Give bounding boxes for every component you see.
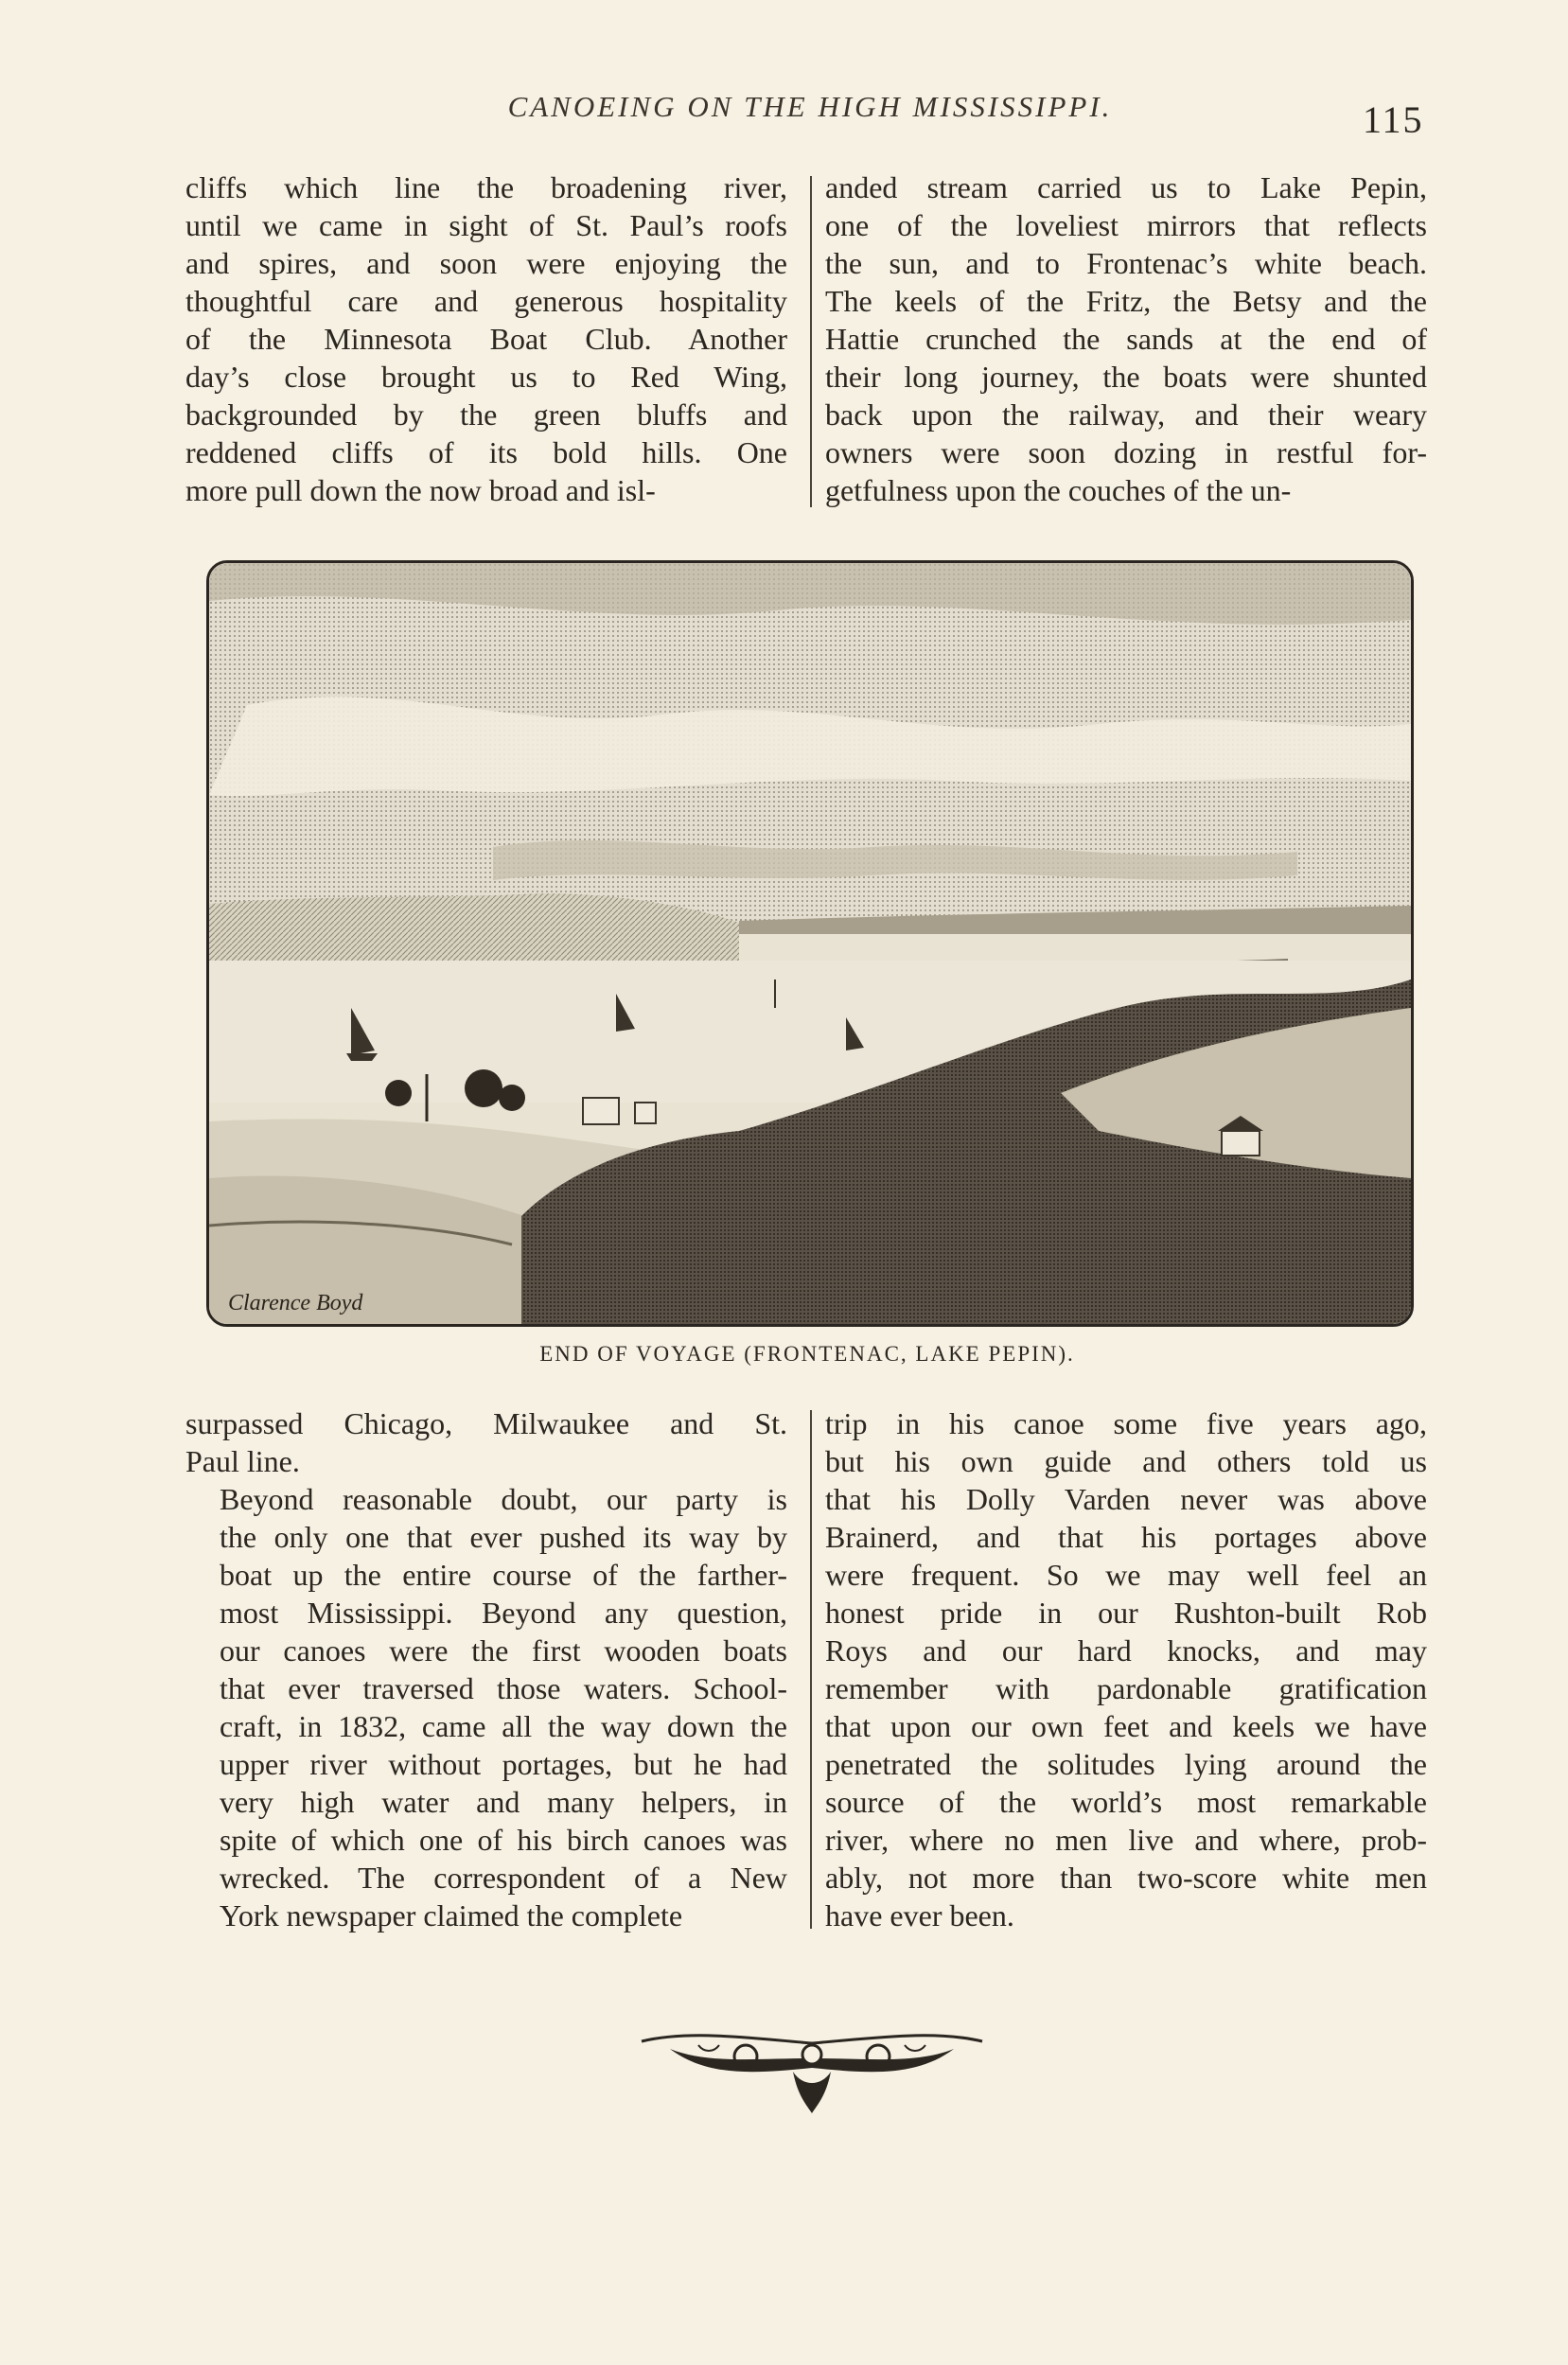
text-line: reddened cliffs of its bold hills. One (185, 435, 787, 469)
top-right-column (825, 168, 1427, 509)
text-line: that ever traversed those waters. School- (220, 1671, 787, 1705)
text-line: have ever been. (825, 1898, 1014, 1933)
text-line: very high water and many helpers, in (220, 1785, 787, 1819)
text-line: Brainerd, and that his portages above (825, 1520, 1427, 1554)
text-line: Beyond reasonable doubt, our party is (220, 1482, 787, 1516)
text-line: boat up the entire course of the farther- (220, 1558, 787, 1592)
tailpiece-ornament (632, 2030, 992, 2120)
text-line: craft, in 1832, came all the way down the (220, 1709, 787, 1743)
bottom-right-column (825, 1404, 1427, 1934)
top-right-paragraph (825, 168, 1427, 509)
text-line: York newspaper claimed the complete (220, 1898, 683, 1933)
text-line: more pull down the now broad and isl- (185, 473, 656, 507)
text-line: getfulness upon the couches of the un- (825, 473, 1292, 507)
text-line: Paul line. (185, 1444, 300, 1478)
column-rule-top (810, 176, 812, 507)
text-line: upper river without portages, but he had (220, 1747, 787, 1781)
text-line: cliffs which line the broadening river, (185, 170, 787, 204)
text-line: our canoes were the first wooden boats (220, 1633, 787, 1668)
text-line: ably, not more than two-score white men (825, 1861, 1427, 1895)
text-line: remember with pardonable gratification (825, 1671, 1427, 1705)
text-line: spite of which one of his birch canoes was (220, 1823, 787, 1857)
text-line: back upon the railway, and their weary (825, 397, 1427, 432)
running-head: CANOEING ON THE HIGH MISSISSIPPI. (507, 90, 1113, 123)
text-line: owners were soon dozing in restful for- (825, 435, 1427, 469)
text-line: Roys and our hard knocks, and may (825, 1633, 1427, 1668)
text-line: penetrated the solitudes lying around the (825, 1747, 1427, 1781)
text-line: The keels of the Fritz, the Betsy and the (825, 284, 1427, 318)
text-line: that his Dolly Varden never was above (825, 1482, 1427, 1516)
engraving-illustration (206, 560, 1414, 1327)
text-line: backgrounded by the green bluffs and (185, 397, 787, 432)
top-left-column (185, 168, 787, 509)
text-line: their long journey, the boats were shunted (825, 360, 1427, 394)
text-line: trip in his canoe some five years ago, (825, 1406, 1427, 1440)
text-line: most Mississippi. Beyond any question, (220, 1596, 787, 1630)
illustration-caption: END OF VOYAGE (FRONTENAC, LAKE PEPIN). (539, 1342, 1075, 1366)
text-line: were frequent. So we may well feel an (825, 1558, 1427, 1592)
top-left-paragraph (185, 168, 787, 509)
text-line: Hattie crunched the sands at the end of (825, 322, 1427, 356)
text-line: honest pride in our Rushton-built Rob (825, 1596, 1427, 1630)
text-line: source of the world’s most remarkable (825, 1785, 1427, 1819)
text-line: the only one that ever pushed its way by (220, 1520, 787, 1554)
text-line: one of the loveliest mirrors that reflects (825, 208, 1427, 242)
text-line: thoughtful care and generous hospitality (185, 284, 787, 318)
text-line: that upon our own feet and keels we have (825, 1709, 1427, 1743)
column-rule-bottom (810, 1410, 812, 1929)
text-line: but his own guide and others told us (825, 1444, 1427, 1478)
bottom-left-column (185, 1404, 787, 1934)
bottom-left-paragraph-2 (185, 1480, 787, 1934)
text-line: surpassed Chicago, Milwaukee and St. (185, 1406, 787, 1440)
text-line: day’s close brought us to Red Wing, (185, 360, 787, 394)
text-line: river, where no men live and where, prob- (825, 1823, 1427, 1857)
text-line: anded stream carried us to Lake Pepin, (825, 170, 1427, 204)
text-line: and spires, and soon were enjoying the (185, 246, 787, 280)
text-line: the sun, and to Frontenac’s white beach. (825, 246, 1427, 280)
bottom-right-paragraph (825, 1404, 1427, 1934)
bottom-left-paragraph-1 (185, 1404, 787, 1480)
text-line: of the Minnesota Boat Club. Another (185, 322, 787, 356)
text-line: wrecked. The correspondent of a New (220, 1861, 787, 1895)
artist-signature: Clarence Boyd (228, 1291, 363, 1315)
text-line: until we came in sight of St. Paul’s roofs (185, 208, 787, 242)
page-number: 115 (1363, 98, 1424, 141)
